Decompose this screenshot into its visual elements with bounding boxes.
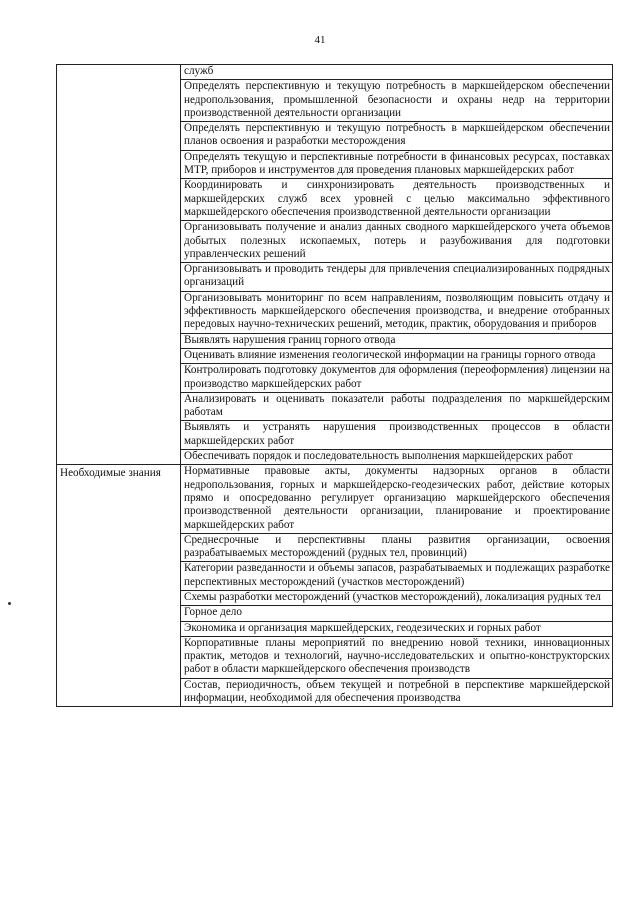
requirement-cell: Корпоративные планы мероприятий по внедрению новой техники, инновационных практик, методов и технологий, научно-исследовательских и опытно-конструкторских работ в области маркшейдерского обеспечения производств bbox=[181, 636, 613, 678]
requirement-cell: Состав, периодичность, объем текущей и потребной в перспективе маркшейдерской информации, необходимой для обеспечения производства bbox=[181, 678, 613, 707]
requirement-cell: Экономика и организация маркшейдерских, геодезических и горных работ bbox=[181, 621, 613, 636]
table-row bbox=[57, 465, 613, 533]
requirement-cell: Определять перспективную и текущую потребность в маркшейдерском обеспечении недропользования, промышленной безопасности и охраны недр на территории производственной деятельности организации bbox=[181, 80, 613, 122]
requirement-cell: Нормативные правовые акты, документы надзорных органов в области недропользования, горных и маркшейдерско-геодезических работ, действие которых прямо и опосредованно регулирует организацию маркшейдерского обеспечения производственной деятельности организации, планирование и проектирование маркшейдерских работ bbox=[181, 465, 613, 533]
requirement-cell: служб bbox=[181, 65, 613, 80]
requirement-cell: Оценивать влияние изменения геологической информации на границы горного отвода bbox=[181, 348, 613, 363]
requirement-cell: Горное дело bbox=[181, 606, 613, 621]
requirement-cell: Определять перспективную и текущую потребность в маркшейдерском обеспечении планов освоения и разработки месторождения bbox=[181, 122, 613, 151]
table-row bbox=[57, 65, 613, 80]
requirement-cell: Организовывать мониторинг по всем направлениям, позволяющим повысить отдачу и эффективность маркшейдерского обеспечения производства, и внедрение отобранных передовых научно-технических решений, методик, практик, оборудования и приборов bbox=[181, 291, 613, 333]
requirement-cell: Выявлять и устранять нарушения производственных процессов в области маркшейдерских работ bbox=[181, 421, 613, 450]
requirement-cell: Схемы разработки месторождений (участков месторождений), локализация рудных тел bbox=[181, 590, 613, 605]
requirement-cell: Координировать и синхронизировать деятельность производственных и маркшейдерских служб всех уровней с целью максимально эффективного маркшейдерского обеспечения производственной деятельности организации bbox=[181, 179, 613, 221]
page-number: 41 bbox=[314, 34, 326, 46]
requirement-cell: Определять текущую и перспективные потребности в финансовых ресурсах, поставках МТР, приборов и инструментов для проведения плановых маркшейдерских работ bbox=[181, 150, 613, 179]
section-label-cell bbox=[57, 65, 181, 465]
requirement-cell: Категории разведанности и объемы запасов, разрабатываемых и подлежащих разработке перспективных месторождений (участков месторождений) bbox=[181, 562, 613, 591]
requirements-table-body bbox=[57, 65, 613, 707]
requirements-table bbox=[56, 64, 613, 707]
requirement-cell: Организовывать получение и анализ данных сводного маркшейдерского учета объемов добытых полезных ископаемых, потерь и разубоживания для подготовки управленческих решений bbox=[181, 221, 613, 263]
requirement-cell: Контролировать подготовку документов для оформления (переоформления) лицензии на производство маркшейдерских работ bbox=[181, 364, 613, 393]
scan-mark bbox=[8, 602, 11, 605]
requirement-cell: Обеспечивать порядок и последовательность выполнения маркшейдерских работ bbox=[181, 450, 613, 465]
requirement-cell: Организовывать и проводить тендеры для привлечения специализированных подрядных организаций bbox=[181, 263, 613, 292]
section-label-cell: Необходимые знания bbox=[57, 465, 181, 707]
requirement-cell: Анализировать и оценивать показатели работы подразделения по маркшейдерским работам bbox=[181, 392, 613, 421]
requirement-cell: Среднесрочные и перспективны планы развития организации, освоения разрабатываемых месторождений (рудных тел, провинций) bbox=[181, 533, 613, 562]
requirement-cell: Выявлять нарушения границ горного отвода bbox=[181, 333, 613, 348]
